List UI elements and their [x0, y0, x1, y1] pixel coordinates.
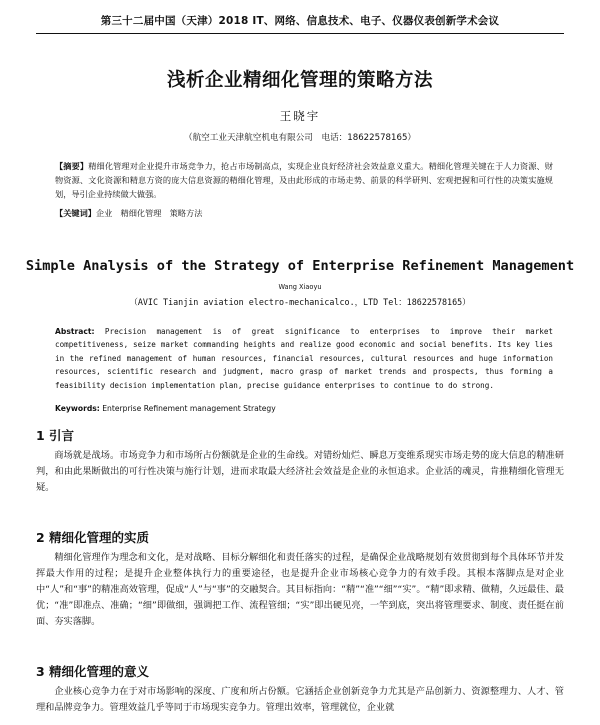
running-head: 第三十二届中国（天津）2018 IT、网络、信息技术、电子、仪器仪表创新学术会议 — [36, 13, 564, 34]
keywords-en-text: Enterprise Refinement management Strategy — [102, 404, 276, 413]
keywords-en-label: Keywords: — [55, 404, 100, 413]
section-heading-essence: 2 精细化管理的实质 — [36, 530, 150, 545]
author-en: Wang Xiaoyu — [278, 283, 322, 291]
paper-title-en: Simple Analysis of the Strategy of Enterprise Refinement Management — [25, 258, 575, 274]
abstract-cn-label: 【摘要】 — [55, 161, 89, 171]
section-paragraph-significance: 企业核心竞争力在于对市场影响的深度、广度和所占份额。它涵括企业创新竞争力尤其是产品创新力、资源整理力、人才、管理和品牌竞争力。管理效益几乎等同于市场现实竞争力。管理出效率，管理就位，企业就 — [36, 686, 564, 713]
author-cn: 王晓宇 — [279, 109, 321, 123]
keywords-cn — [55, 206, 553, 220]
abstract-en — [55, 325, 553, 392]
section-paragraph-intro: 商场就是战场。市场竞争力和市场所占份额就是企业的生命线。对错纷灿烂、瞬息万变维系现实市场走势的庞大信息的精准研判，和由此果断做出的可行性决策与施行计划，进而求取最大经济社会效益是企业的永恒追求。企业活的魂灵，肯推精细化管理无疑。 — [36, 450, 564, 493]
section-heading-intro: 1 引言 — [36, 428, 75, 443]
abstract-cn — [55, 159, 553, 201]
abstract-en-text: Precision management is of great significance to enterprises to improve their market competitiveness, seize market commanding heights and realize good economic and social benefits. Its key lies in the refined management of human resources, financial resources, cultural resources and huge information resources, scientific research and judgment, macro grasp of market trends and prospects, thus forming a feasibility decision implementation plan, precise guidance enterprises to continue to do strong. — [55, 327, 553, 390]
abstract-cn-text: 精细化管理对企业提升市场竞争力，抢占市场制高点，实现企业良好经济社会效益意义重大。精细化管理关键在于人力资源、财物资源、文化资源和精息方资的庞大信息资源的精细化管理，及由此形成的市场走势、前景的科学研判、宏观把握和可行性的决策实施规划，导引企业持续做大做强。 — [55, 161, 553, 199]
paper-title-cn: 浅析企业精细化管理的策略方法 — [166, 70, 433, 91]
section-paragraph-essence: 精细化管理作为理念和文化，是对战略、目标分解细化和责任落实的过程，是确保企业战略规划有效贯彻到每个具体环节并发挥最大作用的过程；是提升企业整体执行力的重要途径，也是提升企业市场核心竞争力的有效手段。其根本落脚点是对企业中“人”和“事”的精准高效管理，促成“人”与“事”的交融契合。其目标指向：“精”“准”“细”“实”。“精”即求精、做精，久远最佳、最优；“准”即准点、准确；“细”即做细，强调把工作、流程管细；“实”即出硬见亮，一竿到底，突出将管理要求、制度、责任挺在前面、夯实落脚。 — [36, 552, 564, 627]
affiliation-cn: （航空工业天津航空机电有限公司 电话：18622578165） — [183, 133, 417, 143]
affiliation-en: （AVIC Tianjin aviation electro-mechanicalco.，LTD Tel：18622578165） — [129, 297, 471, 307]
keywords-cn-text: 企业 精细化管理 策略方法 — [95, 208, 203, 218]
section-heading-significance: 3 精细化管理的意义 — [36, 664, 150, 679]
abstract-en-label: Abstract: — [55, 327, 95, 336]
keywords-cn-label: 【关键词】 — [55, 208, 96, 218]
keywords-en — [55, 402, 553, 415]
